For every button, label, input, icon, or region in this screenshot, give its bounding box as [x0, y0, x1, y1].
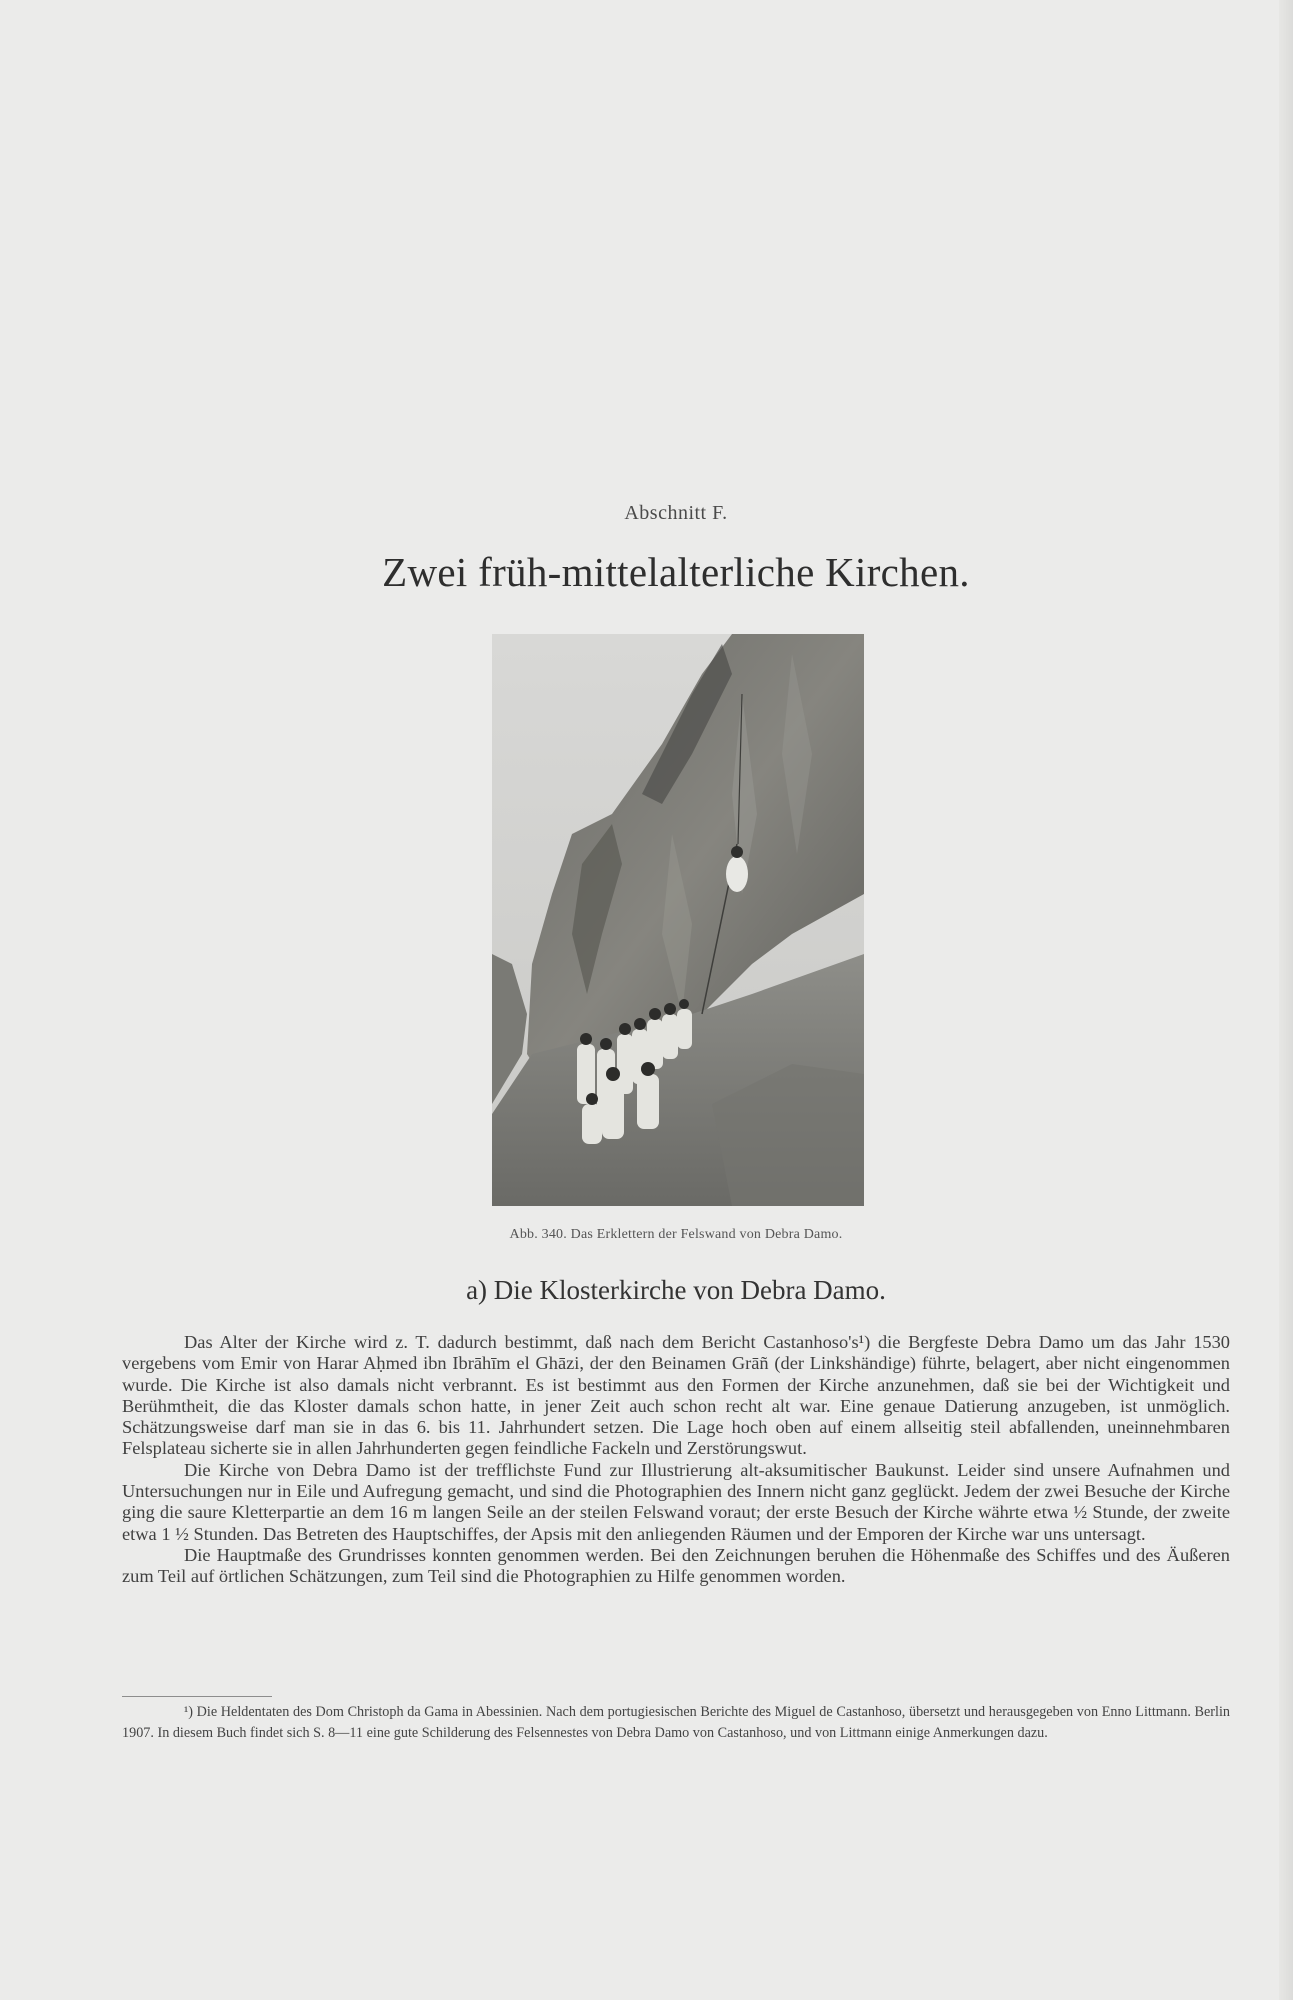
body-text [122, 1332, 1230, 1588]
figure-caption: Abb. 340. Das Erklettern der Felswand von Debra Damo. [509, 1227, 843, 1242]
section-label: Abschnitt F. [624, 502, 728, 524]
footnote: ¹) Die Heldentaten des Dom Christoph da Gama in Abessinien. Nach dem portugiesischen Berichte des Miguel de Castanhoso, übersetzt und herausgegeben von Enno Littmann. Berlin 1907. In diesem Buch findet sich S. 8—11 eine gute Schilderung des Felsennestes von Debra Damo von Castanhoso, und von Littmann einige Anmerkungen dazu. [122, 1704, 1230, 1741]
photograph-illustration [492, 634, 864, 1206]
page-title: Zwei früh-mittelalterliche Kirchen. [382, 549, 970, 595]
paragraph: Die Hauptmaße des Grundrisses konnten genommen werden. Bei den Zeichnungen beruhen die Höhenmaße des Schiffes und des Äußeren zum Teil auf örtlichen Schätzungen, zum Teil sind die Photographien zu Hilfe genommen worden. [122, 1544, 1230, 1587]
page-edge [1279, 0, 1293, 2000]
subsection-title: a) Die Klosterkirche von Debra Damo. [466, 1275, 886, 1305]
footnote-divider [122, 1696, 272, 1697]
photograph-cliff-climb [492, 634, 864, 1206]
paragraph: Die Kirche von Debra Damo ist der trefflichste Fund zur Illustrierung alt-aksumitischer Baukunst. Leider sind unsere Aufnahmen und Untersuchungen nur in Eile und Aufregung gemacht, und sind die Photographien des Innern nicht ganz geglückt. Jedem der zwei Besuche der Kirche ging die saure Kletterpartie an dem 16 m langen Seile an der steilen Felswand voraut; der erste Besuch der Kirche währte etwa ½ Stunde, der zweite etwa 1 ½ Stunden. Das Betreten des Hauptschiffes, der Apsis mit den anliegenden Räumen und der Emporen der Kirche war uns untersagt. [122, 1459, 1230, 1544]
paragraph: Das Alter der Kirche wird z. T. dadurch bestimmt, daß nach dem Bericht Castanhoso's¹) die Bergfeste Debra Damo um das Jahr 1530 vergebens vom Emir von Harar Aḥmed ibn Ibrāhīm el Ghāzi, der den Beinamen Grāñ (der Linkshändige) führte, belagert, aber nicht eingenommen wurde. Die Kirche ist also damals nicht verbrannt. Es ist bestimmt aus den Formen der Kirche anzunehmen, daß sie bei der Wichtigkeit und Berühmtheit, die das Kloster damals schon hatte, in jener Zeit auch schon recht alt war. Eine genaue Datierung anzugeben, ist unmöglich. Schätzungsweise darf man sie in das 6. bis 11. Jahrhundert setzen. Die Lage hoch oben auf einem allseitig steil abfallenden, uneinnehmbaren Felsplateau sicherte sie in allen Jahrhunderten gegen feindliche Fackeln und Zerstörungswut. [122, 1332, 1230, 1459]
